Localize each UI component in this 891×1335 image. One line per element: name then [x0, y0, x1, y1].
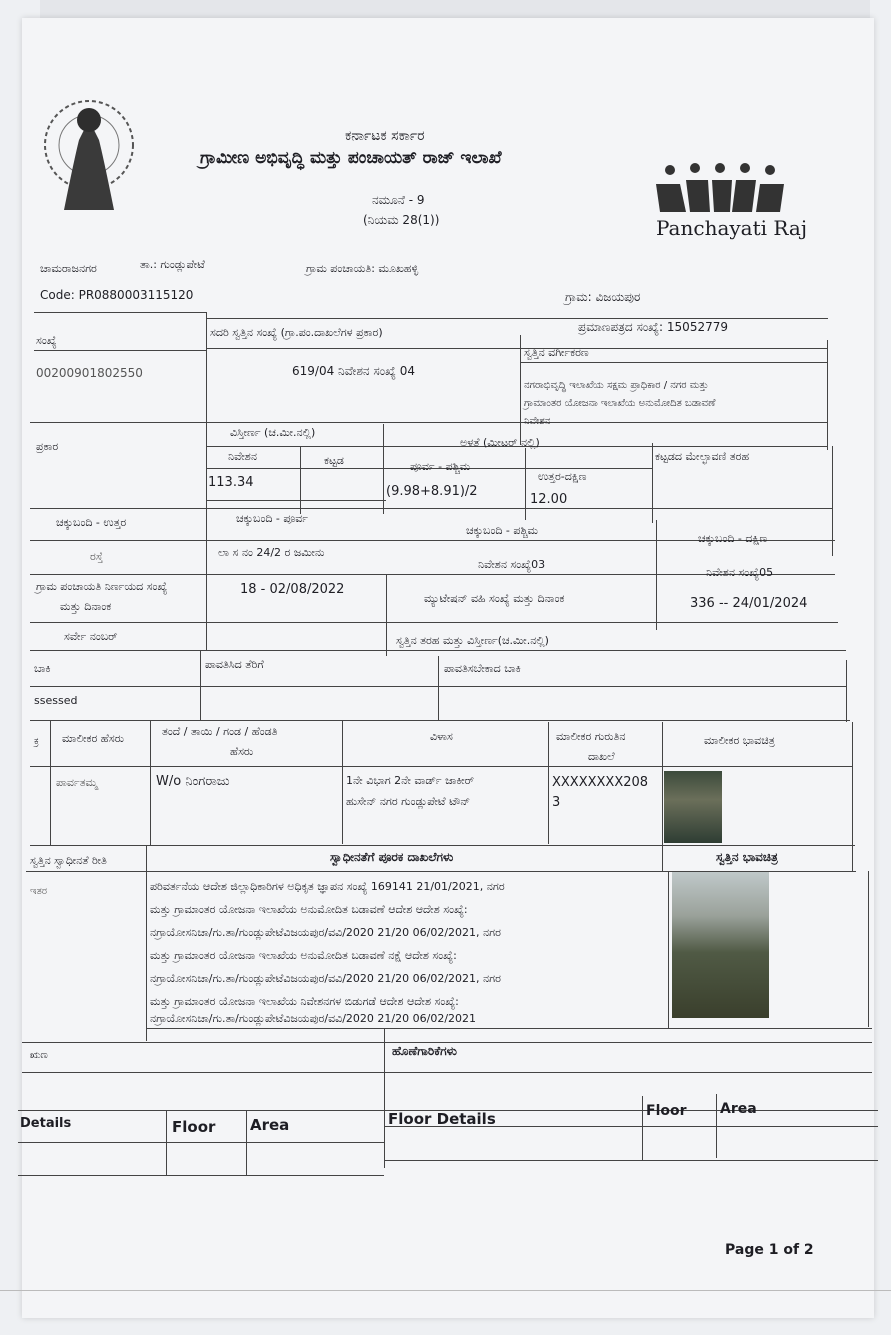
acquisition-doc-line-1: ಪರಿವರ್ತನೆಯ ಆದೇಶ ಜಿಲ್ಲಾಧಿಕಾರಿಗಳ ಅಧಿಕೃತ ಜ್ಞಾಪನ ಸಂಖ್ಯೆ 169141 21/01/2021, ನಗರ — [150, 880, 505, 893]
boundary-south-value: ನಿವೇಶನ ಸಂಖ್ಯೆ05 — [706, 566, 774, 579]
classification-value-2: ಗ್ರಾಮಾಂತರ ಯೋಜನಾ ಇಲಾಖೆಯ ಅನುಮೋದಿತ ಬಡಾವಣೆ — [524, 398, 716, 409]
owner-photo-label: ಮಾಲೀಕರ ಭಾವಚಿತ್ರ — [704, 734, 775, 747]
property-id-label: ಸಂಖ್ಯೆ — [36, 334, 57, 347]
property-number-label: ಸದರಿ ಸ್ವತ್ತಿನ ಸಂಖ್ಯೆ (ಗ್ರಾ.ಪಂ.ದಾಖಲೆಗಳ ಪ್ರಕಾರ) — [210, 326, 383, 339]
acquisition-mode: ಇತರ — [30, 886, 48, 897]
boundary-south-label: ಚಕ್ಕುಬಂದಿ - ದಕ್ಷಿಣ — [698, 532, 768, 545]
village: ಗ್ರಾಮ: ವಿಜಯಪುರ — [565, 290, 641, 304]
building-label: ಕಟ್ಟಡ — [324, 454, 344, 467]
mutation-value: 336 -- 24/01/2024 — [690, 596, 808, 611]
floor-details-label-right: Floor Details — [388, 1110, 496, 1128]
owner-address-1: 1ನೇ ವಿಭಾಗ 2ನೇ ವಾರ್ಡ್ ಜಾಕೀರ್ — [346, 774, 475, 787]
seal-emblem-icon — [34, 50, 134, 225]
owner-address-label: ವಿಳಾಸ — [430, 730, 453, 743]
north-south-label: ಉತ್ತರ-ದಕ್ಷಿಣ — [538, 470, 587, 483]
acquisition-doc-line-4: ಮತ್ತು ಗ್ರಾಮಾಂತರ ಯೋಜನಾ ಇಲಾಖೆಯ ಅನುಮೋದಿತ ಬಡಾವಣೆ ನಕ್ಷೆ ಆದೇಶ ಸಂಖ್ಯೆ: — [150, 949, 457, 962]
east-west-label: ಪೂರ್ವ - ಪಶ್ಚಿಮ — [410, 460, 471, 473]
mutation-label: ಮ್ಯುಟೇಷನ್ ವಹಿ ಸಂಖ್ಯೆ ಮತ್ತು ದಿನಾಂಕ — [424, 592, 565, 605]
tax-due-label: ಪಾವತಿಸಬೇಕಾದ ಬಾಕಿ — [444, 662, 521, 675]
owner-photo — [664, 771, 722, 843]
owner-id-label-2: ದಾಖಲೆ — [588, 750, 615, 763]
acquisition-docs-label: ಸ್ವಾಧೀನತೆಗೆ ಪೂರಕ ದಾಖಲೆಗಳು — [330, 850, 454, 864]
header-rule: (ನಿಯಮ 28(1)) — [363, 213, 440, 227]
area-label-right: Area — [720, 1101, 757, 1117]
boundary-west-value: ನಿವೇಶನ ಸಂಖ್ಯೆ03 — [478, 558, 546, 571]
assessed-label: ssessed — [34, 694, 78, 707]
site-area-value: 113.34 — [208, 475, 254, 490]
owner-relation-value: W/o ನಿಂಗರಾಜು — [156, 774, 230, 789]
north-south-value: 12.00 — [530, 492, 568, 507]
acquisition-doc-line-7: ನಗ್ರಾಯೋಸನಿಚಾ/ಗು.ತಾ/ಗುಂಡ್ಲುಪೇಟೆವಿಜಯಪುರ/ವವಿ/2020 21/20 06/02/2021 — [150, 1012, 477, 1025]
floor-details-label-left: Details — [20, 1116, 72, 1131]
owner-id-label-1: ಮಾಲೀಕರ ಗುರುತಿನ — [556, 730, 626, 743]
owner-serial-label: ಕ್ರ — [34, 736, 39, 747]
survey-label: ಸರ್ವೇ ನಂಬರ್ — [64, 630, 118, 643]
area-label-left: Area — [250, 1116, 290, 1134]
property-id-value: 00200901802550 — [36, 366, 143, 380]
roof-label: ಕಟ್ಟಡದ ಮೇಲ್ಛಾವಣಿ ತರಹ — [655, 450, 750, 463]
acquisition-doc-line-5: ನಗ್ರಾಯೋಸನಿಚಾ/ಗು.ತಾ/ಗುಂಡ್ಲುಪೇಟೆವಿಜಯಪುರ/ವವಿ/2020 21/20 06/02/2021, ನಗರ — [150, 972, 501, 985]
measure-label: ಅಳತೆ (ಮೀಟರ್ ನಲ್ಲಿ) — [460, 436, 540, 449]
east-west-value: (9.98+8.91)/2 — [386, 484, 478, 499]
classification-label: ಸ್ವತ್ತಿನ ವರ್ಗೀಕರಣ — [524, 346, 589, 359]
owner-name-label: ಮಾಲೀಕರ ಹೆಸರು — [62, 732, 125, 745]
owner-id-value-2: 3 — [552, 795, 561, 810]
panchayati-raj-logo-icon — [652, 162, 788, 218]
property-photo-label: ಸ್ವತ್ತಿನ ಭಾವಚಿತ್ರ — [716, 850, 778, 864]
floor-label-right: Floor — [646, 1103, 687, 1119]
certificate-number: ಪ್ರಮಾಣಪತ್ರದ ಸಂಖ್ಯೆ: 15052779 — [578, 320, 728, 334]
page-number: Page 1 of 2 — [725, 1242, 814, 1258]
panchayat: ಗ್ರಾಮ ಪಂಚಾಯತಿ: ಮೂಖಹಳ್ಳಿ — [306, 262, 419, 275]
boundary-north-value: ರಸ್ತೆ — [90, 550, 104, 563]
classification-value-3: ನಿವೇಶನ — [524, 416, 551, 427]
boundary-north-label: ಚಕ್ಕುಬಂದಿ - ಉತ್ತರ — [56, 516, 127, 529]
property-photo — [672, 872, 769, 1018]
resolution-value: 18 - 02/08/2022 — [240, 582, 345, 597]
resolution-label-2: ಮತ್ತು ದಿನಾಂಕ — [60, 600, 112, 613]
acquisition-doc-line-2: ಮತ್ತು ಗ್ರಾಮಾಂತರ ಯೋಜನಾ ಇಲಾಖೆಯ ಅನುಮೋದಿತ ಬಡಾವಣೆ ಆದೇಶ ಆದೇಶ ಸಂಖ್ಯೆ: — [150, 903, 468, 916]
property-code: Code: PR0880003115120 — [40, 288, 194, 302]
type-area-label: ಸ್ವತ್ತಿನ ತರಹ ಮತ್ತು ವಿಸ್ತೀರ್ಣ(ಚ.ಮೀ.ನಲ್ಲಿ) — [396, 634, 549, 647]
tax-paid-label: ಪಾವತಿಸಿದ ತೆರಿಗೆ — [205, 658, 264, 671]
classification-value-1: ನಗರಾಭಿವೃದ್ಧಿ ಇಲಾಖೆಯ ಸಕ್ಷಮ ಪ್ರಾಧಿಕಾರ / ನಗರ ಮತ್ತು — [524, 380, 709, 391]
owner-address-2: ಹುಸೇನ್ ನಗರ ಗುಂಡ್ಲುಪೇಟೆ ಟೌನ್ — [346, 795, 471, 808]
owner-relation-label-2: ಹೆಸರು — [230, 745, 254, 758]
header-form-number: ನಮೂನೆ - 9 — [372, 193, 425, 207]
brand-text: Panchayati Raj — [656, 216, 808, 240]
owner-id-value-1: XXXXXXXX208 — [552, 775, 649, 790]
owner-name-value: ಪಾರ್ವತಮ್ಮ — [56, 776, 98, 789]
boundary-east-value: ಲಾ ಸ ನಂ 24/2 ರ ಜಮೀನು — [218, 546, 325, 559]
header-department: ಗ್ರಾಮೀಣ ಅಭಿವೃದ್ಧಿ ಮತ್ತು ಪಂಚಾಯತ್ ರಾಜ್ ಇಲಾಖೆ — [200, 148, 502, 168]
acquisition-doc-line-3: ನಗ್ರಾಯೋಸನಿಚಾ/ಗು.ತಾ/ಗುಂಡ್ಲುಪೇಟೆವಿಜಯಪುರ/ವವಿ/2020 21/20 06/02/2021, ನಗರ — [150, 926, 501, 939]
taluk: ತಾ.: ಗುಂಡ್ಲುಪೇಟೆ — [140, 258, 205, 271]
page-bottom-divider — [0, 1290, 891, 1291]
acquisition-label: ಸ್ವತ್ತಿನ ಸ್ವಾಧೀನತೆ ರೀತಿ — [30, 854, 107, 867]
floor-label-left: Floor — [172, 1118, 216, 1136]
resolution-label-1: ಗ್ರಾಮ ಪಂಚಾಯತಿ ನಿರ್ಣಯದ ಸಂಖ್ಯೆ — [36, 580, 168, 593]
liabilities-label: ಹೊಣೆಗಾರಿಕೆಗಳು — [392, 1044, 457, 1058]
type-label: ಪ್ರಕಾರ — [36, 440, 59, 453]
district: ಚಾಮರಾಜನಗರ — [40, 262, 97, 275]
owner-relation-label-1: ತಂದೆ / ತಾಯಿ / ಗಂಡ / ಹೆಂಡತಿ — [162, 725, 278, 738]
balance-label: ಬಾಕಿ — [34, 662, 51, 675]
boundary-east-label: ಚಕ್ಕುಬಂದಿ - ಪೂರ್ವ — [236, 512, 309, 525]
liability-left-label: ಋಣ — [30, 1050, 48, 1061]
header-government: ಕರ್ನಾಟಕ ಸರ್ಕಾರ — [345, 128, 425, 144]
boundary-west-label: ಚಕ್ಕುಬಂದಿ - ಪಶ್ಚಿಮ — [466, 524, 539, 537]
site-label: ನಿವೇಶನ — [228, 450, 257, 463]
extent-label: ವಿಸ್ತೀರ್ಣ (ಚ.ಮೀ.ನಲ್ಲಿ) — [230, 426, 316, 439]
acquisition-doc-line-6: ಮತ್ತು ಗ್ರಾಮಾಂತರ ಯೋಜನಾ ಇಲಾಖೆಯ ನಿವೇಶನಗಳ ಬಿಡುಗಡೆ ಆದೇಶ ಆದೇಶ ಸಂಖ್ಯೆ: — [150, 995, 459, 1008]
property-number-value: 619/04 ನಿವೇಶನ ಸಂಖ್ಯೆ 04 — [292, 364, 416, 378]
